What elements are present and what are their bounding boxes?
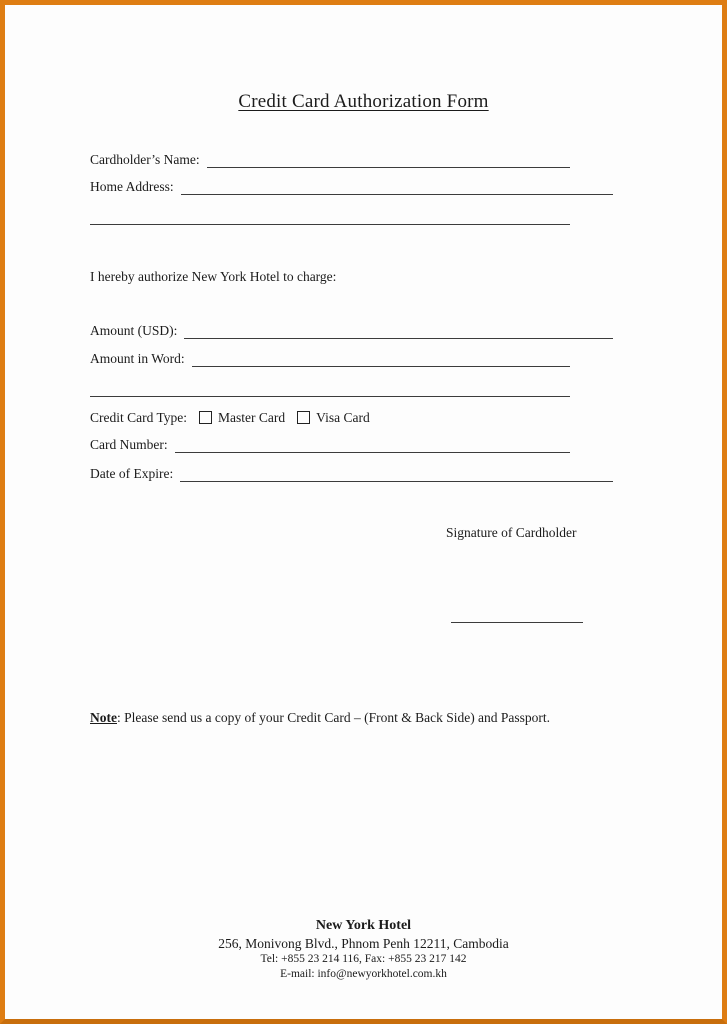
amount-usd-row	[90, 319, 613, 339]
date-of-expire-label: Date of Expire:	[90, 466, 174, 481]
credit-card-type-label: Credit Card Type:	[90, 410, 188, 425]
amount-in-word-label: Amount in Word:	[90, 351, 185, 366]
visa-card-checkbox[interactable]	[297, 411, 310, 424]
card-number-row	[90, 433, 570, 453]
amount-usd-label: Amount (USD):	[90, 323, 178, 338]
amount-usd-input-line[interactable]	[184, 318, 613, 339]
card-number-label: Card Number:	[90, 437, 168, 452]
footer-address: 256, Monivong Blvd., Phnom Penh 12211, Cambodia	[218, 936, 509, 951]
authorization-statement: I hereby authorize New York Hotel to charge:	[90, 269, 337, 284]
cardholder-name-input-line[interactable]	[207, 147, 570, 168]
note-body: : Please send us a copy of your Credit Card – (Front & Back Side) and Passport.	[117, 710, 551, 725]
signature-line[interactable]	[451, 622, 583, 623]
card-number-input-line[interactable]	[175, 432, 570, 453]
signature-label: Signature of Cardholder	[446, 525, 577, 540]
home-address-row	[90, 175, 613, 195]
visa-card-label: Visa Card	[316, 410, 370, 425]
amount-in-word-row	[90, 347, 570, 367]
page-title: Credit Card Authorization Form	[238, 91, 489, 112]
master-card-label: Master Card	[218, 410, 286, 425]
amount-in-word-continuation-line[interactable]	[90, 396, 570, 397]
note-text	[90, 710, 550, 726]
date-of-expire-input-line[interactable]	[180, 461, 613, 482]
date-of-expire-row	[90, 462, 613, 482]
cardholder-name-row	[90, 148, 570, 168]
master-card-checkbox[interactable]	[199, 411, 212, 424]
amount-in-word-input-line[interactable]	[192, 346, 570, 367]
cardholder-name-label: Cardholder’s Name:	[90, 152, 200, 167]
note-word: Note	[90, 710, 117, 725]
home-address-input-line[interactable]	[181, 174, 613, 195]
footer-email: E-mail: info@newyorkhotel.com.kh	[280, 968, 447, 980]
footer	[5, 916, 722, 982]
home-address-label: Home Address:	[90, 179, 174, 194]
credit-card-type-row	[90, 409, 370, 426]
footer-hotel-name: New York Hotel	[315, 918, 412, 933]
footer-phone-fax: Tel: +855 23 214 116, Fax: +855 23 217 142	[260, 953, 467, 965]
home-address-continuation-line[interactable]	[90, 224, 570, 225]
